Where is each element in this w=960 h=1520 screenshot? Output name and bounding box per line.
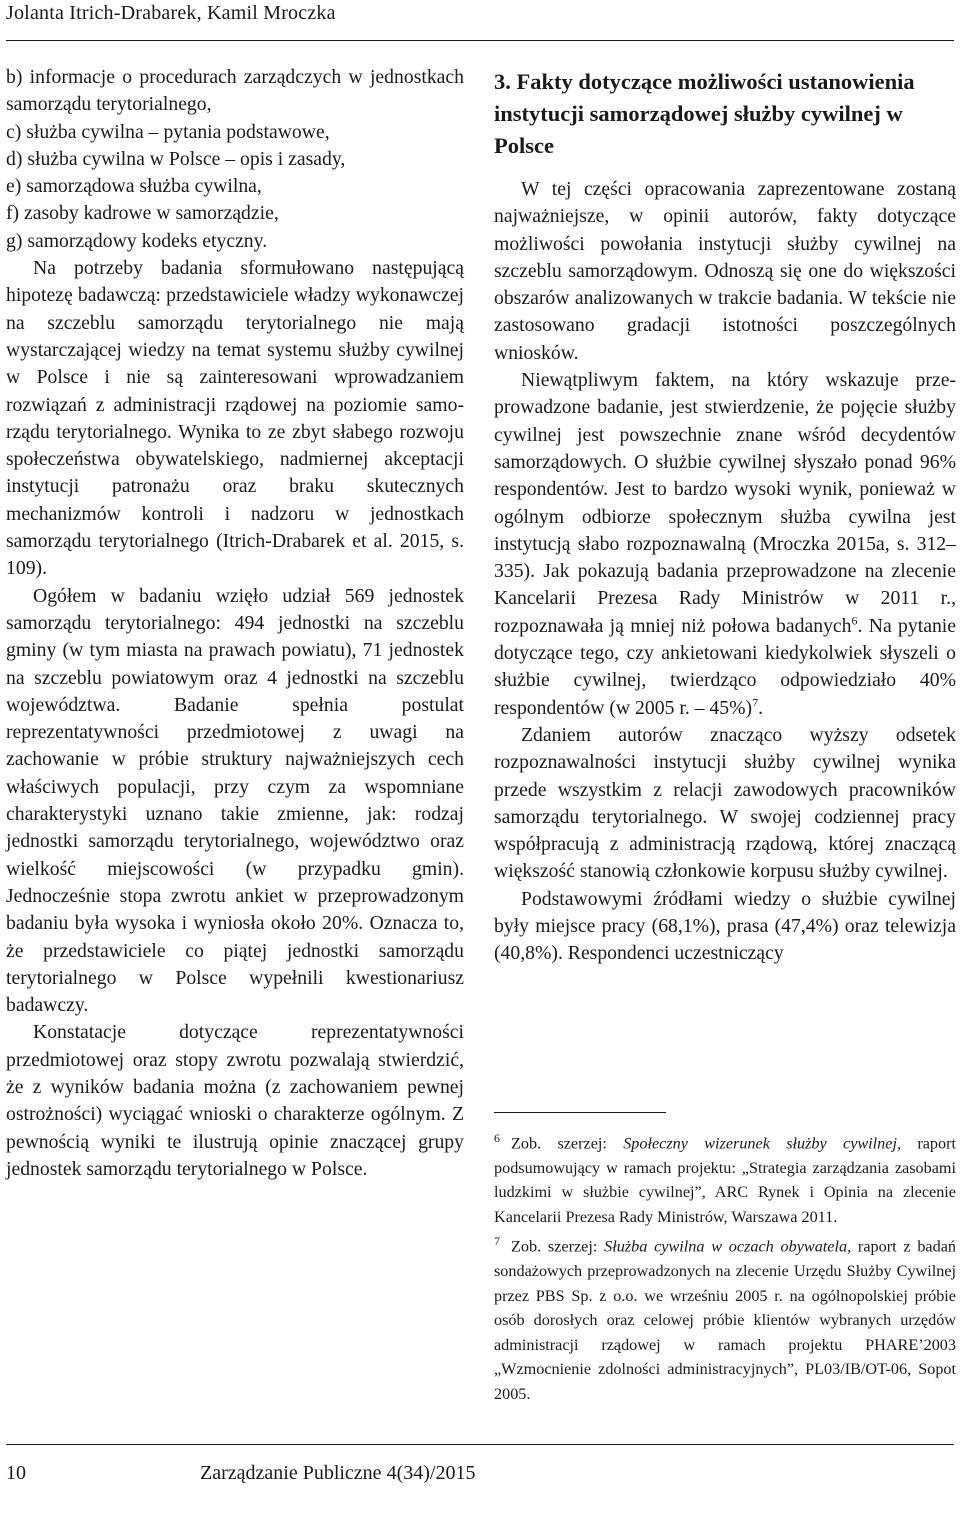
footnote-number: 6 bbox=[494, 1131, 500, 1145]
paragraph-awareness bbox=[494, 367, 956, 722]
footnote-title: Służba cywilna w oczach obywatela, bbox=[604, 1237, 852, 1256]
footnote: $^7$ Zob. szerzej: Służba cywilna w oczach obywatela, raport z badań sondażowych przeprowadzonych na zlecenie Urzędu Służby Cywilnej przez PBS Sp. z o.o. we wrześniu 2005 r. na ogólnopolskiej próbie osób dorosłych oraz celowej próbie klientów wybranych urzędów administracji rządowej w ramach projektu PHARE’2003 „Wzmocnienie zdolności administracyjnych”, PL03/IB/OT-06, Sopot 2005. bbox=[494, 1229, 956, 1406]
paragraph-text: . bbox=[758, 696, 764, 719]
footer-rule bbox=[6, 1444, 954, 1445]
paragraph-text: Niewątpliwym faktem, na który wskazuje przeprowadzone badanie, jest stwierdzenie, że pojęcie służby cywilnej jest powszechnie znane wśród decydentów samorządowych. O służbie cywilnej słyszało ponad 96% respondentów. Jest to bardzo wysoki wynik, ponieważ w ogólnym odbiorze społecznym służba cywilna jest instytucją słabo rozpoznawalną (Mroczka 2015a, s. 312–335). Jak pokazują badania przeprowadzone na zlecenie Kancelarii Prezesa Rady Ministrów w 2011 r., rozpoznawała ją mniej niż połowa badanych bbox=[494, 369, 956, 637]
paragraph-hypothesis: Na potrzeby badania sformułowano następującą hipotezę badawczą: przedstawiciele władzy wykonawczej na szczeblu samorządu terytorialnego nie mają wystarczającej wiedzy na temat systemu służby cywilnej w Polsce i nie są zainteresowani wprowadzaniem rozwiązań z administracji rządowej na poziomie samorządu terytorialnego. Wynika to ze zbyt słabego rozwoju społeczeństwa obywatelskiego, nadmiernej akceptacji instytucji patronażu oraz braku skutecznych mechanizmów kontroli i nadzoru w jednostkach samorządu terytorialnego (Itrich-Drabarek et al. 2015, s. 109). bbox=[6, 257, 464, 580]
list-item: c) służba cywilna – pytania podstawowe, bbox=[6, 120, 330, 143]
footnote-title: Społeczny wizerunek służby cywilnej, bbox=[623, 1134, 902, 1153]
footnote-ref[interactable]: 7 bbox=[752, 695, 759, 710]
list-item: b) informacje o procedurach zarządczych w jednostkach samorządu terytorialnego, bbox=[6, 66, 464, 116]
list-item: f) zasoby kadrowe w samorządzie, bbox=[6, 202, 279, 225]
page-number: 10 bbox=[6, 1462, 26, 1484]
footnote-rule bbox=[494, 1112, 666, 1113]
paragraph-conclusion: Konstatacje dotyczące reprezentatywności przedmiotowej oraz stopy zwrotu pozwalają stwierdzić, że z wyników badania można (z zachowaniem pewnej ostrożności) wyciągać wnioski o charakterze ogólnym. Z pewnością wyniki te ilustrują opinie znaczącej grupy jednostek samorządu terytorialnego w Polsce. bbox=[6, 1021, 464, 1180]
footnote-ref[interactable]: 6 bbox=[851, 613, 858, 628]
paragraph-sources: Podstawowymi źródłami wiedzy o służbie cywilnej były miejsce pracy (68,1%), prasa (47,4%) oraz telewizja (40,8%). Respondenci uczestniczący bbox=[494, 887, 956, 965]
running-head-authors: Jolanta Itrich-Drabarek, Kamil Mroczka bbox=[6, 2, 336, 24]
paragraph-sample: Ogółem w badaniu wzięło udział 569 jednostek samorządu terytorialnego: 494 jednostki na szczeblu gminy (w tym miasta na prawach powiatu), 71 jednostek na szczeblu powiatowym oraz 4 jednostki na szczeblu województwa. Badanie spełnia postulat reprezentatywności przedmiotowej z uwagi na zachowanie w próbie struktury najważniejszych cech właściwych populacji, przy czym za wspomniane charakterystyki uznano takie zmienne, jak: rodzaj jednostki samorządu terytorialnego, województwo oraz wielkość miejscowości (w przypadku gmin). Jednocześnie stopa zwrotu ankiet w przeprowadzonym badaniu była wysoka i wyniosła około 20%. Oznacza to, że przedstawiciele co piątej jednostki samorządu terytorialnego w Polsce wypełnili kwestionariusz badawczy. bbox=[6, 584, 464, 1017]
list-item: d) służba cywilna w Polsce – opis i zasady, bbox=[6, 147, 346, 170]
paragraph-recognition: Zdaniem autorów znacząco wyższy odsetek rozpoznawalności instytucji służby cywilnej wynika przede wszystkim z relacji zawodowych pracowników samorządu terytorialnego. W swojej codziennej pracy współpracują z administracją rządową, której znaczącą większość stanowią członkowie korpusu służby cywilnej. bbox=[494, 723, 956, 883]
footnote-number: 7 bbox=[494, 1234, 500, 1249]
right-column bbox=[494, 64, 956, 968]
list-item: g) samorządowy kodeks etyczny. bbox=[6, 229, 268, 252]
footnotes bbox=[494, 1126, 956, 1406]
left-column bbox=[6, 64, 464, 1183]
footnote: $^6$ Zob. szerzej: Społeczny wizerunek służby cywilnej, raport podsumowujący w ramach projektu: „Strategia zarządzania zasobami ludzkimi w służbie cywilnej”, ARC Rynek i Opinia na zlecenie Kancelarii Prezesa Rady Ministrów, Warszawa 2011. bbox=[494, 1126, 956, 1229]
paragraph-intro: W tej części opracowania zaprezentowane zostaną najważniejsze, w opinii autorów, fakty dotyczące możliwości powołania instytucji służby cywilnej na szczeblu samorządowym. Odnoszą się one do większości obszarów analizowanych w trakcie badania. W tekście nie zastosowano gradacji istotności poszczególnych wniosków. bbox=[494, 178, 956, 364]
journal-title: Zarządzanie Publiczne 4(34)/2015 bbox=[200, 1462, 476, 1484]
header-rule bbox=[6, 40, 954, 41]
section-title: 3. Fakty dotyczące możliwości ustanowienia instytucji samorządowej służby cywilnej w Polsce bbox=[494, 69, 915, 158]
paragraph-text: . Na pytanie dotyczące tego, czy ankietowani kiedykolwiek słyszeli o służbie cywilnej, twierdząco odpowiedziało 40% respondentów (w 2005 r. – 45%) bbox=[494, 614, 957, 719]
list-item: e) samorządowa służba cywilna, bbox=[6, 175, 262, 198]
